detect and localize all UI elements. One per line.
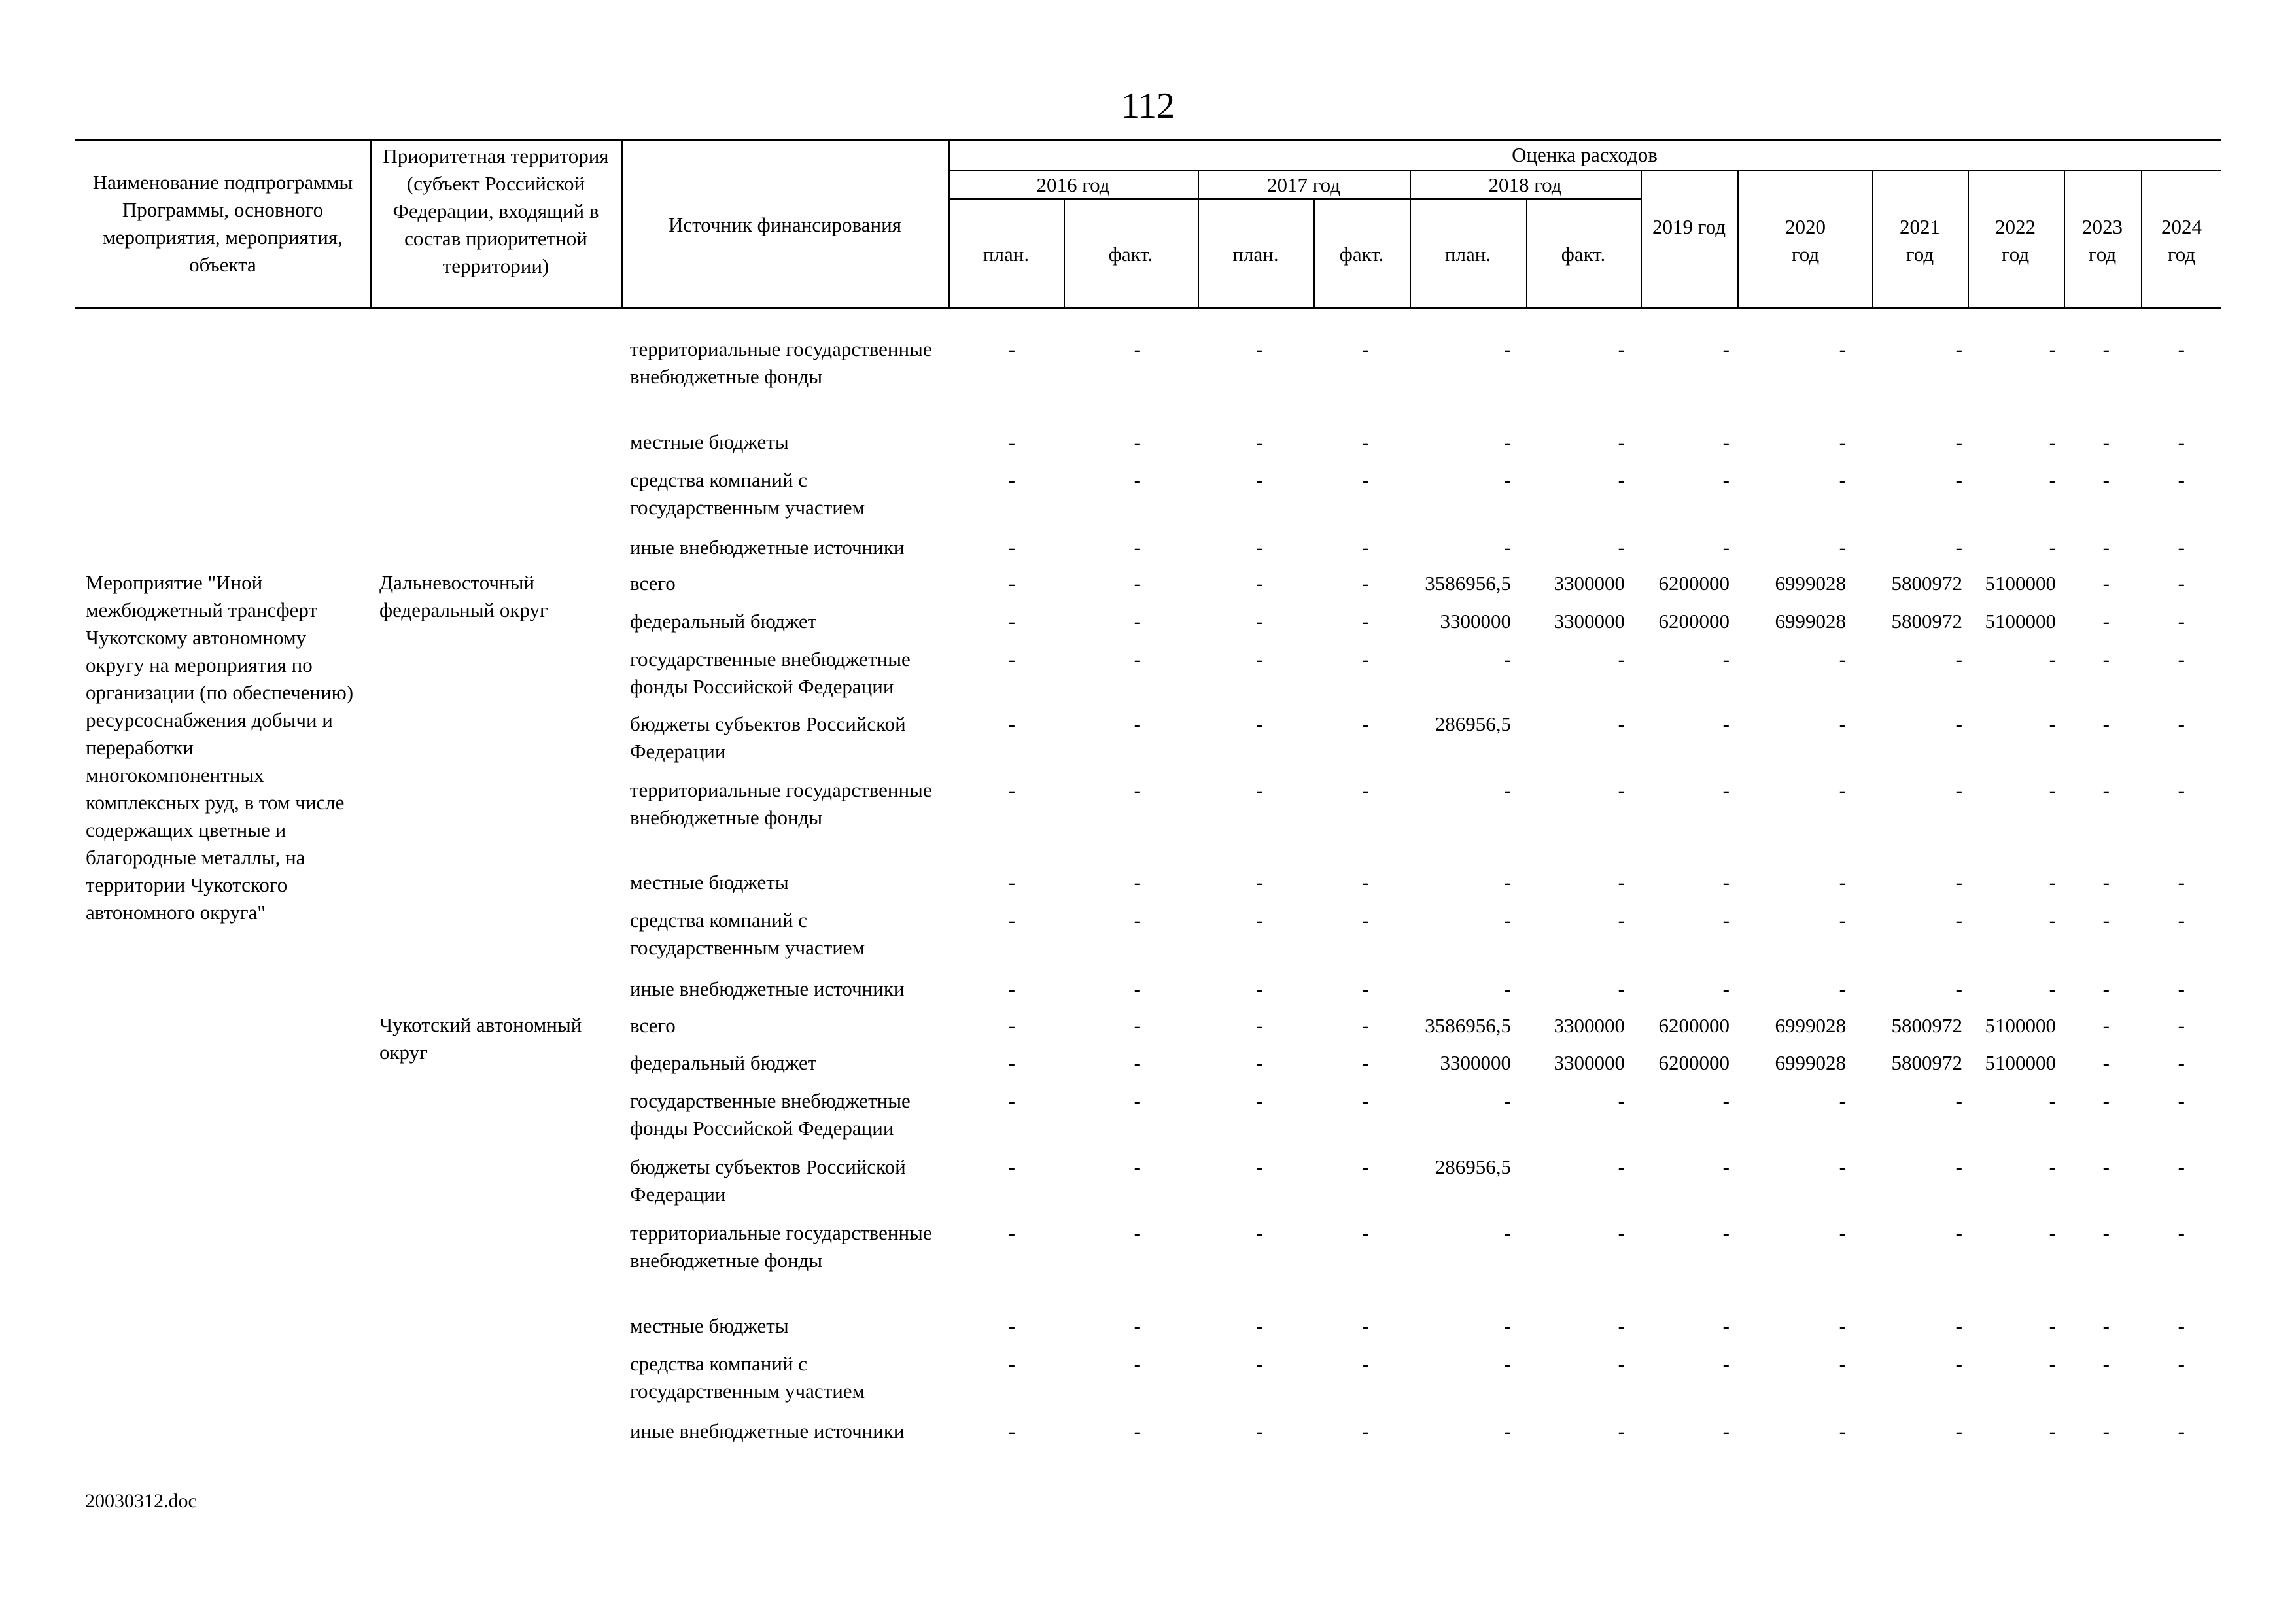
value-cell: - — [1955, 1221, 1962, 1244]
funding-source: средства компаний с государственным участием — [630, 468, 865, 519]
value-cell: - — [2102, 1014, 2110, 1037]
value-cell: - — [2102, 1089, 2110, 1112]
value-cell: - — [1618, 1314, 1625, 1337]
value-cell: - — [1008, 430, 1015, 453]
value-cell: - — [1955, 871, 1962, 894]
value-cell: - — [1722, 1155, 1730, 1178]
value-cell: - — [1008, 338, 1015, 360]
value-cell: - — [1722, 338, 1730, 360]
value-cell: - — [1008, 648, 1015, 671]
value-cell: - — [1839, 1155, 1846, 1178]
value-cell: - — [1504, 648, 1511, 671]
value-cell: - — [1722, 536, 1730, 559]
value-cell: - — [1504, 1420, 1511, 1442]
value-cell: - — [2049, 1155, 2056, 1178]
header-divider — [621, 139, 623, 307]
header-year: 2022 год — [1995, 215, 2036, 266]
value-cell: 3300000 — [1554, 572, 1625, 595]
header-divider — [1968, 170, 1969, 307]
funding-source: иные внебюджетные источники — [630, 977, 905, 1000]
value-cell: - — [1618, 871, 1625, 894]
value-cell: 5100000 — [1985, 610, 2056, 633]
value-cell: - — [1955, 977, 1962, 1000]
value-cell: - — [1839, 871, 1846, 894]
value-cell: - — [1256, 871, 1263, 894]
value-cell: - — [2178, 1221, 2185, 1244]
value-cell: - — [1256, 536, 1263, 559]
value-cell: - — [1256, 1314, 1263, 1337]
funding-source: всего — [630, 572, 676, 595]
value-cell: - — [1362, 977, 1369, 1000]
value-cell: - — [1256, 977, 1263, 1000]
value-cell: - — [2178, 909, 2185, 932]
value-cell: - — [1134, 572, 1141, 595]
funding-source: федеральный бюджет — [630, 610, 817, 633]
value-cell: - — [1955, 430, 1962, 453]
value-cell: - — [1008, 778, 1015, 801]
value-cell: - — [2049, 1089, 2056, 1112]
value-cell: - — [1618, 712, 1625, 735]
value-cell: - — [1362, 648, 1369, 671]
value-cell: - — [1256, 909, 1263, 932]
value-cell: - — [1362, 712, 1369, 735]
value-cell: - — [1839, 712, 1846, 735]
value-cell: - — [1618, 338, 1625, 360]
value-cell: - — [2178, 778, 2185, 801]
value-cell: - — [1839, 1420, 1846, 1442]
value-cell: - — [1504, 536, 1511, 559]
value-cell: - — [1134, 468, 1141, 491]
value-cell: 286956,5 — [1435, 712, 1511, 735]
funding-source: местные бюджеты — [630, 1314, 789, 1337]
value-cell: - — [1955, 536, 1962, 559]
value-cell: - — [1839, 1089, 1846, 1112]
value-cell: - — [1618, 909, 1625, 932]
value-cell: - — [2102, 572, 2110, 595]
value-cell: 6999028 — [1775, 1051, 1846, 1074]
value-cell: - — [1618, 1155, 1625, 1178]
value-cell: - — [1722, 1420, 1730, 1442]
value-cell: - — [2178, 572, 2185, 595]
value-cell: - — [1618, 536, 1625, 559]
value-cell: - — [1504, 871, 1511, 894]
value-cell: - — [1256, 338, 1263, 360]
funding-source: иные внебюджетные источники — [630, 1420, 905, 1442]
value-cell: - — [1008, 1014, 1015, 1037]
value-cell: - — [1839, 1221, 1846, 1244]
value-cell: - — [1839, 977, 1846, 1000]
value-cell: - — [1504, 468, 1511, 491]
value-cell: - — [2049, 648, 2056, 671]
header-bottom-rule — [75, 307, 2221, 309]
funding-source: государственные внебюджетные фонды Российской Федерации — [630, 1089, 911, 1140]
value-cell: - — [2178, 610, 2185, 633]
value-cell: - — [1008, 1352, 1015, 1375]
value-cell: - — [1504, 977, 1511, 1000]
value-cell: 3300000 — [1554, 1014, 1625, 1037]
value-cell: - — [1722, 909, 1730, 932]
header-year: 2023 год — [2082, 215, 2123, 266]
value-cell: - — [1362, 572, 1369, 595]
funding-source: всего — [630, 1014, 676, 1037]
value-cell: - — [1955, 1352, 1962, 1375]
value-cell: - — [1504, 909, 1511, 932]
value-cell: - — [1839, 536, 1846, 559]
value-cell: - — [2178, 977, 2185, 1000]
value-cell: - — [1008, 871, 1015, 894]
funding-source: государственные внебюджетные фонды Российской Федерации — [630, 648, 911, 698]
value-cell: - — [2049, 338, 2056, 360]
value-cell: - — [1362, 909, 1369, 932]
value-cell: - — [1008, 572, 1015, 595]
funding-source: иные внебюджетные источники — [630, 536, 905, 559]
value-cell: - — [2178, 430, 2185, 453]
header-year: 2018 год — [1488, 173, 1562, 196]
value-cell: - — [2178, 468, 2185, 491]
value-cell: - — [1618, 648, 1625, 671]
header-year: 2020 год — [1785, 215, 1826, 266]
value-cell: - — [1504, 778, 1511, 801]
value-cell: - — [1134, 338, 1141, 360]
value-cell: - — [1256, 1221, 1263, 1244]
header-year: 2021 год — [1900, 215, 1940, 266]
funding-source: средства компаний с государственным участием — [630, 1352, 865, 1403]
value-cell: 6999028 — [1775, 610, 1846, 633]
header-divider — [1872, 170, 1873, 307]
value-cell: - — [2102, 430, 2110, 453]
value-cell: 6999028 — [1775, 572, 1846, 595]
value-cell: - — [1618, 1420, 1625, 1442]
value-cell: - — [2178, 1051, 2185, 1074]
value-cell: - — [1134, 1089, 1141, 1112]
funding-source: бюджеты субъектов Российской Федерации — [630, 712, 906, 763]
value-cell: - — [1722, 1314, 1730, 1337]
header-plan: план. — [1232, 243, 1279, 266]
value-cell: - — [2178, 1089, 2185, 1112]
value-cell: - — [1134, 977, 1141, 1000]
value-cell: - — [2102, 871, 2110, 894]
value-cell: - — [1362, 871, 1369, 894]
value-cell: - — [1839, 778, 1846, 801]
value-cell: - — [2049, 1314, 2056, 1337]
value-cell: - — [2178, 1155, 2185, 1178]
header-divider — [2141, 170, 2142, 307]
value-cell: - — [1008, 977, 1015, 1000]
value-cell: - — [1362, 778, 1369, 801]
value-cell: - — [1504, 1221, 1511, 1244]
value-cell: - — [1955, 1314, 1962, 1337]
funding-source: местные бюджеты — [630, 430, 789, 453]
value-cell: - — [1134, 909, 1141, 932]
value-cell: 3586956,5 — [1425, 1014, 1511, 1037]
header-year: 2024 год — [2161, 215, 2202, 266]
value-cell: - — [1256, 610, 1263, 633]
value-cell: - — [2049, 430, 2056, 453]
value-cell: - — [1134, 1051, 1141, 1074]
value-cell: 3300000 — [1554, 1051, 1625, 1074]
value-cell: - — [2049, 977, 2056, 1000]
value-cell: - — [1722, 648, 1730, 671]
header-year: 2019 год — [1652, 215, 1726, 238]
value-cell: - — [2102, 338, 2110, 360]
value-cell: - — [1955, 1155, 1962, 1178]
value-cell: - — [1839, 648, 1846, 671]
value-cell: - — [2049, 871, 2056, 894]
value-cell: - — [1362, 338, 1369, 360]
value-cell: - — [2102, 909, 2110, 932]
header-year: 2016 год — [1036, 173, 1110, 196]
value-cell: - — [2102, 1352, 2110, 1375]
value-cell: 5800972 — [1891, 572, 1962, 595]
value-cell: - — [1839, 430, 1846, 453]
value-cell: 5800972 — [1891, 610, 1962, 633]
funding-source: федеральный бюджет — [630, 1051, 817, 1074]
value-cell: - — [1504, 430, 1511, 453]
value-cell: - — [1362, 1014, 1369, 1037]
value-cell: - — [2102, 468, 2110, 491]
value-cell: - — [2178, 1014, 2185, 1037]
value-cell: - — [2102, 1420, 2110, 1442]
value-cell: - — [1008, 1420, 1015, 1442]
header-source: Источник финансирования — [669, 213, 901, 236]
value-cell: - — [1362, 1314, 1369, 1337]
value-cell: - — [1256, 1420, 1263, 1442]
value-cell: - — [2178, 1314, 2185, 1337]
value-cell: 286956,5 — [1435, 1155, 1511, 1178]
value-cell: - — [1504, 338, 1511, 360]
value-cell: - — [1008, 536, 1015, 559]
header-cost-estimate: Оценка расходов — [1512, 143, 1658, 166]
value-cell: - — [1008, 1089, 1015, 1112]
value-cell: - — [1256, 430, 1263, 453]
value-cell: - — [2178, 871, 2185, 894]
value-cell: - — [1722, 430, 1730, 453]
value-cell: - — [1362, 1352, 1369, 1375]
value-cell: - — [1134, 871, 1141, 894]
value-cell: - — [1722, 468, 1730, 491]
value-cell: - — [1256, 712, 1263, 735]
value-cell: - — [1362, 468, 1369, 491]
value-cell: 3300000 — [1440, 610, 1511, 633]
header-name: Наименование подпрограммы Программы, основного мероприятия, мероприятия, объекта — [92, 171, 353, 276]
value-cell: - — [1362, 1155, 1369, 1178]
value-cell: - — [1504, 1314, 1511, 1337]
value-cell: - — [1722, 977, 1730, 1000]
value-cell: 3300000 — [1440, 1051, 1511, 1074]
value-cell: - — [2102, 536, 2110, 559]
value-cell: - — [1839, 1314, 1846, 1337]
value-cell: - — [1839, 1352, 1846, 1375]
value-cell: - — [1008, 610, 1015, 633]
header-year: 2017 год — [1266, 173, 1341, 196]
funding-source: средства компаний с государственным участием — [630, 909, 865, 959]
value-cell: - — [1134, 712, 1141, 735]
value-cell: - — [2049, 909, 2056, 932]
value-cell: - — [1256, 1155, 1263, 1178]
value-cell: - — [1839, 468, 1846, 491]
value-cell: - — [2102, 977, 2110, 1000]
value-cell: 3300000 — [1554, 610, 1625, 633]
value-cell: - — [1618, 1221, 1625, 1244]
funding-source: территориальные государственные внебюджетные фонды — [630, 778, 932, 829]
value-cell: - — [1618, 468, 1625, 491]
value-cell: - — [2049, 778, 2056, 801]
funding-source: бюджеты субъектов Российской Федерации — [630, 1155, 906, 1206]
value-cell: - — [1722, 778, 1730, 801]
value-cell: - — [2049, 1352, 2056, 1375]
value-cell: - — [1955, 778, 1962, 801]
value-cell: - — [1134, 430, 1141, 453]
value-cell: - — [1618, 778, 1625, 801]
value-cell: - — [1722, 712, 1730, 735]
value-cell: - — [1008, 468, 1015, 491]
value-cell: 5100000 — [1985, 572, 2056, 595]
value-cell: 6200000 — [1658, 1014, 1730, 1037]
value-cell: - — [2102, 712, 2110, 735]
value-cell: - — [2178, 338, 2185, 360]
value-cell: - — [2102, 1314, 2110, 1337]
value-cell: 6200000 — [1658, 610, 1730, 633]
value-cell: - — [1362, 1051, 1369, 1074]
value-cell: - — [1134, 648, 1141, 671]
value-cell: - — [1008, 1314, 1015, 1337]
value-cell: - — [1256, 1014, 1263, 1037]
value-cell: - — [2102, 610, 2110, 633]
value-cell: - — [1008, 1221, 1015, 1244]
value-cell: 6200000 — [1658, 1051, 1730, 1074]
value-cell: - — [2178, 648, 2185, 671]
header-fact: факт. — [1339, 243, 1384, 266]
value-cell: - — [1504, 1352, 1511, 1375]
value-cell: - — [1362, 610, 1369, 633]
value-cell: - — [1722, 871, 1730, 894]
value-cell: - — [1362, 536, 1369, 559]
value-cell: - — [1955, 338, 1962, 360]
header-fact: факт. — [1561, 243, 1606, 266]
territory-far-east: Дальневосточный федеральный округ — [379, 571, 548, 621]
value-cell: - — [1618, 1352, 1625, 1375]
value-cell: 5100000 — [1985, 1014, 2056, 1037]
value-cell: - — [1256, 572, 1263, 595]
value-cell: - — [2178, 1352, 2185, 1375]
value-cell: - — [1362, 1420, 1369, 1442]
value-cell: - — [1362, 1089, 1369, 1112]
value-cell: - — [1256, 1089, 1263, 1112]
value-cell: 3586956,5 — [1425, 572, 1511, 595]
value-cell: - — [1134, 610, 1141, 633]
value-cell: - — [1008, 712, 1015, 735]
value-cell: - — [1134, 1314, 1141, 1337]
header-divider — [370, 139, 372, 307]
value-cell: - — [1839, 338, 1846, 360]
header-territory: Приоритетная территория (субъект Российской Федерации, входящий в состав приоритетной территории) — [383, 145, 609, 277]
value-cell: - — [1955, 648, 1962, 671]
value-cell: - — [2102, 778, 2110, 801]
value-cell: 5100000 — [1985, 1051, 2056, 1074]
value-cell: - — [2102, 1221, 2110, 1244]
value-cell: 6200000 — [1658, 572, 1730, 595]
value-cell: - — [1134, 1420, 1141, 1442]
value-cell: - — [1256, 778, 1263, 801]
value-cell: - — [1256, 468, 1263, 491]
value-cell: - — [2102, 648, 2110, 671]
header-fact: факт. — [1108, 243, 1153, 266]
value-cell: - — [1134, 1352, 1141, 1375]
value-cell: 6999028 — [1775, 1014, 1846, 1037]
value-cell: - — [1256, 648, 1263, 671]
page-number: 112 — [1121, 86, 1175, 126]
value-cell: - — [1722, 1221, 1730, 1244]
header-divider — [1737, 170, 1739, 307]
value-cell: - — [2178, 1420, 2185, 1442]
value-cell: - — [1008, 1155, 1015, 1178]
value-cell: - — [1134, 1014, 1141, 1037]
value-cell: - — [1955, 468, 1962, 491]
value-cell: - — [1955, 1420, 1962, 1442]
value-cell: - — [1618, 430, 1625, 453]
value-cell: - — [2178, 712, 2185, 735]
footer-filename: 20030312.doc — [85, 1490, 197, 1512]
value-cell: - — [2049, 468, 2056, 491]
value-cell: - — [2049, 1420, 2056, 1442]
value-cell: - — [1134, 536, 1141, 559]
value-cell: - — [2049, 536, 2056, 559]
value-cell: - — [1839, 909, 1846, 932]
territory-chukotka: Чукотский автономный округ — [379, 1013, 582, 1064]
header-divider — [1641, 170, 1642, 307]
funding-source: местные бюджеты — [630, 871, 789, 894]
value-cell: - — [2102, 1155, 2110, 1178]
value-cell: 5800972 — [1891, 1051, 1962, 1074]
value-cell: - — [2102, 1051, 2110, 1074]
header-plan: план. — [1444, 243, 1491, 266]
header-plan: план. — [983, 243, 1030, 266]
activity-name: Мероприятие "Иной межбюджетный трансферт Чукотскому автономному округу на мероприятия по организации (по обеспечению) ресурсоснабжения добычи и переработки многокомпонентных комплексных руд, в том числе содержащих цветные и благородные металлы, на территории Чукотского автономного округа" — [86, 571, 354, 924]
value-cell: - — [1955, 1089, 1962, 1112]
value-cell: - — [1134, 1221, 1141, 1244]
value-cell: - — [1618, 1089, 1625, 1112]
value-cell: - — [1722, 1352, 1730, 1375]
value-cell: - — [1134, 778, 1141, 801]
value-cell: 5800972 — [1891, 1014, 1962, 1037]
value-cell: - — [1008, 1051, 1015, 1074]
value-cell: - — [1256, 1352, 1263, 1375]
value-cell: - — [1362, 430, 1369, 453]
value-cell: - — [1955, 909, 1962, 932]
value-cell: - — [1134, 1155, 1141, 1178]
value-cell: - — [1722, 1089, 1730, 1112]
funding-source: территориальные государственные внебюджетные фонды — [630, 1221, 932, 1272]
value-cell: - — [1618, 977, 1625, 1000]
value-cell: - — [2049, 1221, 2056, 1244]
value-cell: - — [1362, 1221, 1369, 1244]
value-cell: - — [2178, 536, 2185, 559]
value-cell: - — [2049, 712, 2056, 735]
value-cell: - — [1256, 1051, 1263, 1074]
value-cell: - — [1955, 712, 1962, 735]
value-cell: - — [1504, 1089, 1511, 1112]
value-cell: - — [1008, 909, 1015, 932]
funding-source: территориальные государственные внебюджетные фонды — [630, 338, 932, 388]
header-divider — [2064, 170, 2065, 307]
